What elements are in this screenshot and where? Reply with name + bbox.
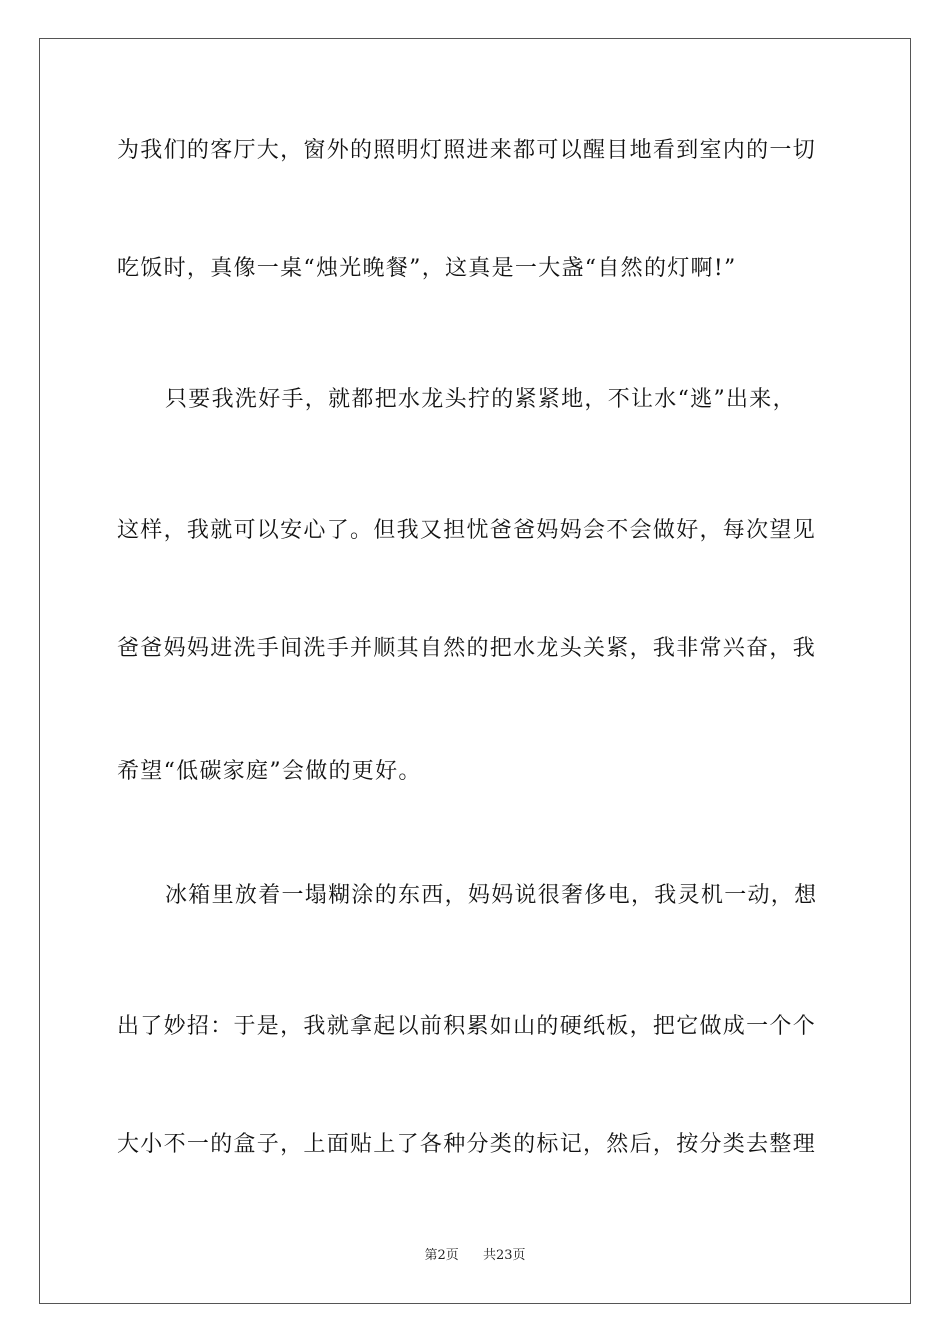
text-line-1: 为我们的客厅大，窗外的照明灯照进来都可以醒目地看到室内的一切 [117, 138, 817, 163]
paragraph-start-line-7: 冰箱里放着一塌糊涂的东西，妈妈说很奢侈电，我灵机一动，想 [165, 883, 818, 908]
text-line-2: 吃饭时，真像一桌“烛光晚餐”，这真是一大盏“自然的灯啊!” [117, 256, 737, 281]
page-footer [0, 1247, 950, 1265]
page-number: 第2页 [424, 1248, 459, 1263]
total-pages: 共23页 [483, 1248, 526, 1263]
page-border [39, 38, 911, 1304]
text-line-6: 希望“低碳家庭”会做的更好。 [117, 759, 422, 784]
text-line-4: 这样，我就可以安心了。但我又担忧爸爸妈妈会不会做好，每次望见 [117, 518, 817, 543]
text-line-9: 大小不一的盒子，上面贴上了各种分类的标记，然后，按分类去整理 [117, 1132, 817, 1157]
text-line-8: 出了妙招：于是，我就拿起以前积累如山的硬纸板，把它做成一个个 [117, 1014, 817, 1039]
text-line-5: 爸爸妈妈进洗手间洗手并顺其自然的把水龙头关紧，我非常兴奋，我 [117, 636, 817, 661]
paragraph-start-line-3: 只要我洗好手，就都把水龙头拧的紧紧地，不让水“逃”出来， [165, 387, 796, 412]
